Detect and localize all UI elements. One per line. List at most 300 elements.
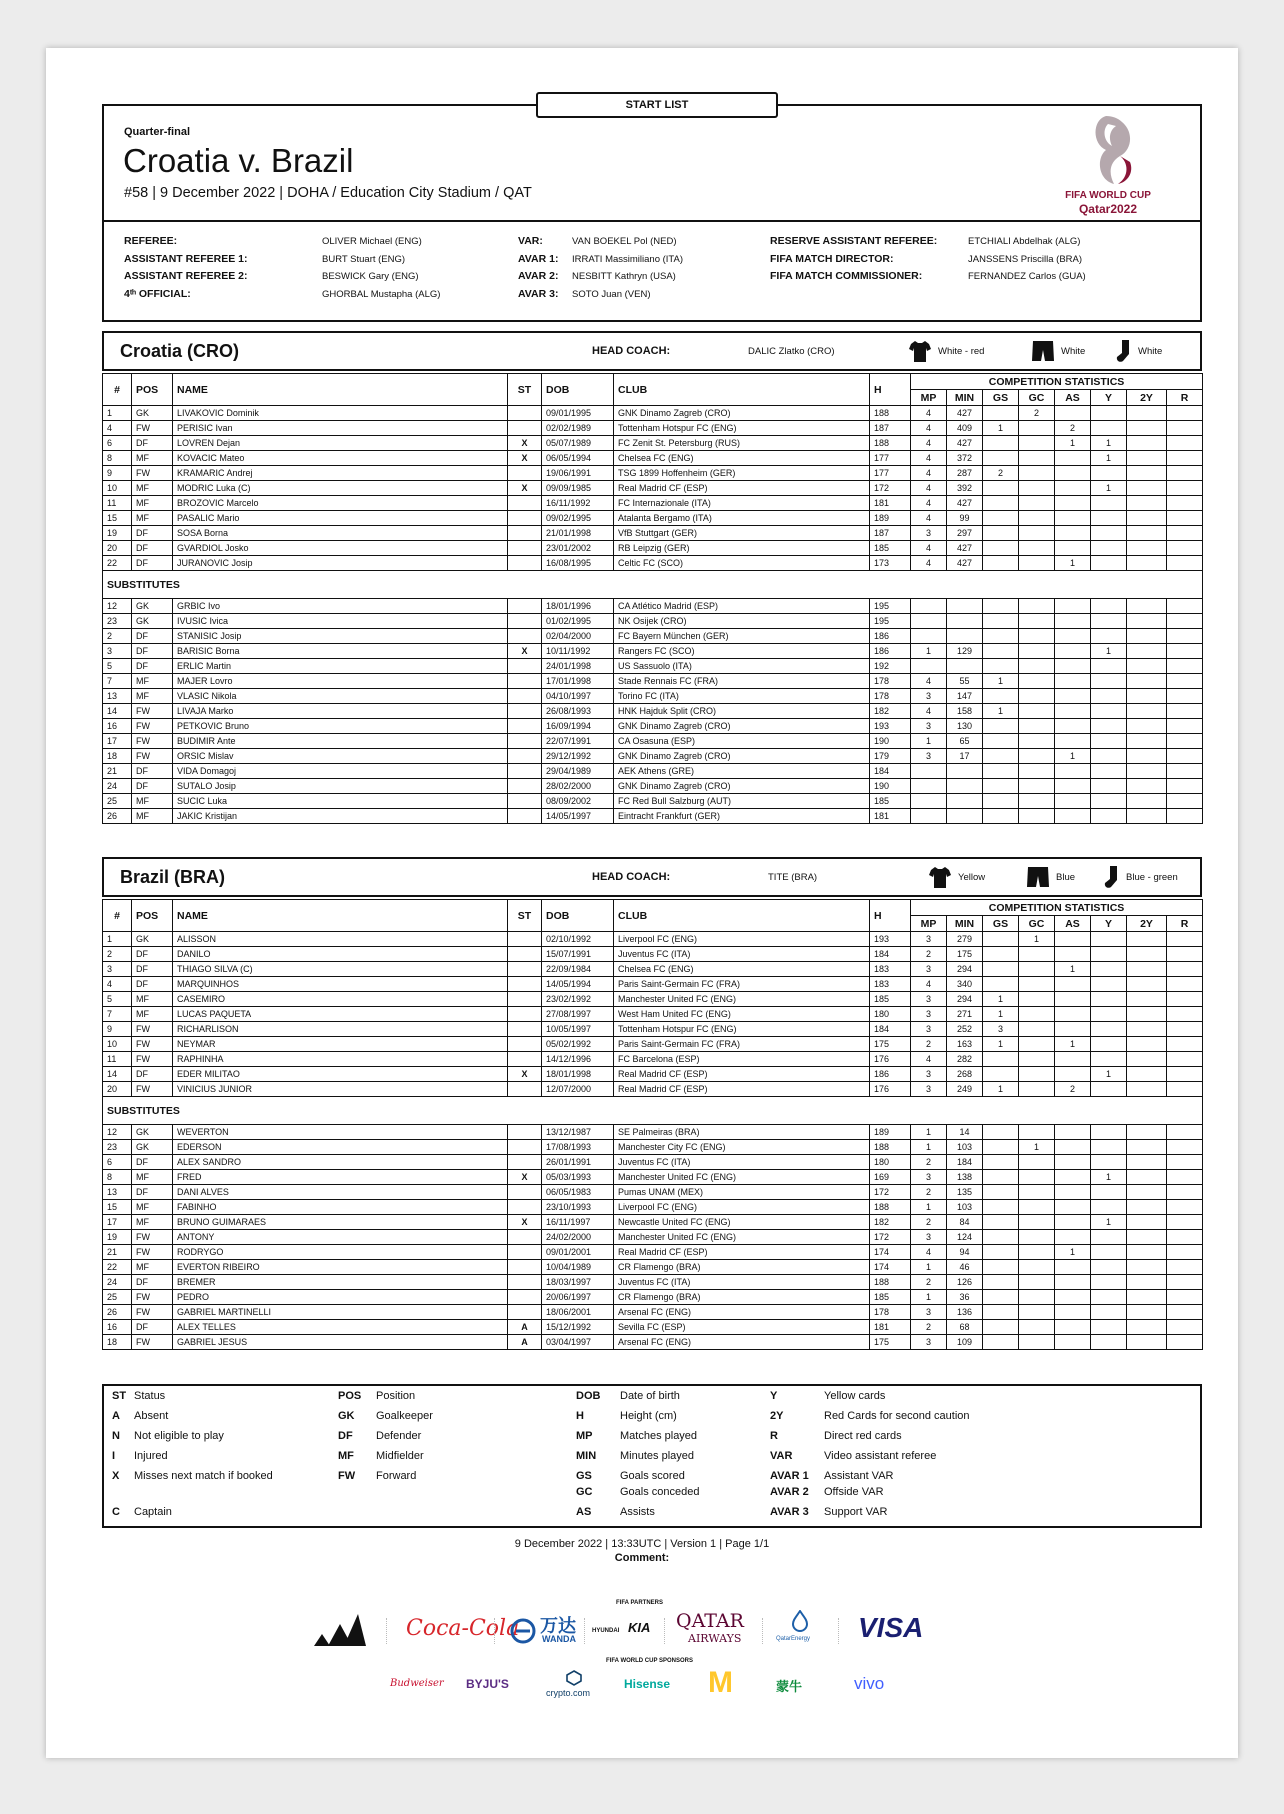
stat-gc [1019, 1082, 1055, 1097]
stat-as: 1 [1055, 1245, 1091, 1260]
stat-as: 1 [1055, 436, 1091, 451]
stat-r [1167, 481, 1203, 496]
team-name-cro: Croatia (CRO) [120, 341, 240, 361]
player-status [508, 734, 542, 749]
stat-as [1055, 1007, 1091, 1022]
player-club: Atalanta Bergamo (ITA) [614, 511, 870, 526]
legend-value: Absent [134, 1410, 169, 1422]
player-status [508, 1140, 542, 1155]
player-height: 172 [870, 1185, 911, 1200]
player-club: Rangers FC (SCO) [614, 644, 870, 659]
sock-icon [1102, 865, 1120, 894]
stat-mp: 3 [911, 1335, 947, 1350]
player-status [508, 749, 542, 764]
stat-gs [983, 1200, 1019, 1215]
stat-min [947, 599, 983, 614]
legend-key: C [112, 1506, 120, 1518]
player-height: 169 [870, 1170, 911, 1185]
player-name: KOVACIC Mateo [173, 451, 508, 466]
official-label: ASSISTANT REFEREE 1: [124, 252, 248, 265]
player-name: BUDIMIR Ante [173, 734, 508, 749]
player-position: FW [132, 1022, 173, 1037]
stat-min: 158 [947, 704, 983, 719]
player-club: GNK Dinamo Zagreb (CRO) [614, 749, 870, 764]
player-name: DANI ALVES [173, 1185, 508, 1200]
column-header-dob: DOB [542, 900, 614, 932]
stat-r [1167, 1335, 1203, 1350]
player-number: 20 [103, 541, 132, 556]
stat-gc [1019, 794, 1055, 809]
stat-y [1091, 1125, 1127, 1140]
player-name: RODRYGO [173, 1245, 508, 1260]
stat-min: 252 [947, 1022, 983, 1037]
stat-min: 138 [947, 1170, 983, 1185]
stat-y [1091, 1007, 1127, 1022]
player-number: 1 [103, 932, 132, 947]
player-club: Torino FC (ITA) [614, 689, 870, 704]
official-name: NESBITT Kathryn (USA) [572, 271, 676, 282]
player-position: MF [132, 511, 173, 526]
stat-gs [983, 556, 1019, 571]
player-height: 182 [870, 1215, 911, 1230]
player-name: BREMER [173, 1275, 508, 1290]
column-header-num: # [103, 374, 132, 406]
player-height: 190 [870, 779, 911, 794]
stat-min [947, 809, 983, 824]
stat-min: 99 [947, 511, 983, 526]
stat-r [1167, 1022, 1203, 1037]
stat-as [1055, 599, 1091, 614]
column-header-name: NAME [173, 900, 508, 932]
legend-key: MF [338, 1450, 354, 1462]
stat-gs [983, 932, 1019, 947]
player-name: LUCAS PAQUETA [173, 1007, 508, 1022]
shorts-icon [1031, 340, 1055, 367]
stat-min: 135 [947, 1185, 983, 1200]
stat-2y [1127, 932, 1167, 947]
stat-y [1091, 749, 1127, 764]
player-name: PEDRO [173, 1290, 508, 1305]
stat-y [1091, 1305, 1127, 1320]
official-name: IRRATI Massimiliano (ITA) [572, 253, 684, 265]
stat-2y [1127, 1140, 1167, 1155]
stat-gc [1019, 1215, 1055, 1230]
stat-mp: 4 [911, 541, 947, 556]
stat-y [1091, 764, 1127, 779]
legend-value: Injured [134, 1450, 168, 1462]
player-number: 22 [103, 556, 132, 571]
column-header-competition-statistics: COMPETITION STATISTICS [911, 374, 1203, 390]
player-number: 15 [103, 1200, 132, 1215]
player-status [508, 511, 542, 526]
player-row [103, 526, 1203, 541]
player-number: 14 [103, 704, 132, 719]
player-dob: 18/06/2001 [542, 1305, 614, 1320]
stat-y: 1 [1091, 1067, 1127, 1082]
player-position: MF [132, 992, 173, 1007]
stat-2y [1127, 809, 1167, 824]
substitutes-heading: SUBSTITUTES [103, 1097, 1203, 1125]
player-club: VfB Stuttgart (GER) [614, 526, 870, 541]
player-status [508, 556, 542, 571]
stat-gc [1019, 1290, 1055, 1305]
player-position: DF [132, 1155, 173, 1170]
player-dob: 28/02/2000 [542, 779, 614, 794]
player-position: DF [132, 779, 173, 794]
stat-y [1091, 809, 1127, 824]
player-club: TSG 1899 Hoffenheim (GER) [614, 466, 870, 481]
player-name: NEYMAR [173, 1037, 508, 1052]
player-dob: 22/07/1991 [542, 734, 614, 749]
match-title: Croatia v. Brazil [123, 142, 354, 179]
player-row [103, 689, 1203, 704]
stat-as [1055, 1290, 1091, 1305]
stat-2y [1127, 719, 1167, 734]
stat-mp: 2 [911, 1215, 947, 1230]
stat-2y [1127, 421, 1167, 436]
stat-gc [1019, 1245, 1055, 1260]
player-club: US Sassuolo (ITA) [614, 659, 870, 674]
player-status: X [508, 1170, 542, 1185]
player-club: Real Madrid CF (ESP) [614, 1245, 870, 1260]
stat-2y [1127, 1290, 1167, 1305]
player-dob: 01/02/1995 [542, 614, 614, 629]
stat-min: 129 [947, 644, 983, 659]
player-row [103, 451, 1203, 466]
player-dob: 26/08/1993 [542, 704, 614, 719]
stat-mp: 1 [911, 644, 947, 659]
player-row [103, 674, 1203, 689]
player-row [103, 1230, 1203, 1245]
world-cup-logo [1062, 110, 1172, 218]
player-dob: 14/05/1994 [542, 977, 614, 992]
player-number: 11 [103, 496, 132, 511]
stat-as [1055, 704, 1091, 719]
legend-value: Goals conceded [620, 1486, 700, 1498]
stat-y [1091, 794, 1127, 809]
player-row [103, 1022, 1203, 1037]
stat-gs: 2 [983, 466, 1019, 481]
stat-2y [1127, 764, 1167, 779]
visa-logo: VISA [858, 1612, 924, 1643]
stat-r [1167, 511, 1203, 526]
stat-y [1091, 1335, 1127, 1350]
stat-min: 392 [947, 481, 983, 496]
stat-mp: 1 [911, 1140, 947, 1155]
stat-gc [1019, 436, 1055, 451]
stat-r [1167, 1125, 1203, 1140]
player-dob: 05/07/1989 [542, 436, 614, 451]
player-club: Celtic FC (SCO) [614, 556, 870, 571]
wanda-en: WANDA [542, 1634, 576, 1644]
stat-y [1091, 614, 1127, 629]
player-dob: 10/11/1992 [542, 644, 614, 659]
stat-mp: 4 [911, 481, 947, 496]
stat-min: 271 [947, 1007, 983, 1022]
player-row [103, 1275, 1203, 1290]
stat-r [1167, 406, 1203, 421]
stat-mp: 4 [911, 1052, 947, 1067]
player-dob: 05/02/1992 [542, 1037, 614, 1052]
player-height: 178 [870, 674, 911, 689]
player-row [103, 992, 1203, 1007]
stat-2y [1127, 674, 1167, 689]
stat-as [1055, 1140, 1091, 1155]
stat-y [1091, 1200, 1127, 1215]
stat-gc [1019, 599, 1055, 614]
legend-key: MP [576, 1430, 593, 1442]
stat-y [1091, 689, 1127, 704]
player-height: 188 [870, 1140, 911, 1155]
stat-y [1091, 962, 1127, 977]
stat-gs [983, 1260, 1019, 1275]
stat-gc [1019, 451, 1055, 466]
player-name: SOSA Borna [173, 526, 508, 541]
official-label: FIFA MATCH DIRECTOR: [770, 252, 894, 265]
stat-r [1167, 1170, 1203, 1185]
stat-2y [1127, 1320, 1167, 1335]
stat-2y [1127, 644, 1167, 659]
player-dob: 05/03/1993 [542, 1170, 614, 1185]
player-position: FW [132, 466, 173, 481]
stat-min: 282 [947, 1052, 983, 1067]
player-club: CR Flamengo (BRA) [614, 1290, 870, 1305]
player-name: THIAGO SILVA (C) [173, 962, 508, 977]
player-number: 2 [103, 629, 132, 644]
player-number: 21 [103, 1245, 132, 1260]
stat-2y [1127, 1037, 1167, 1052]
legend-key: VAR [770, 1450, 793, 1462]
player-name: RAPHINHA [173, 1052, 508, 1067]
stat-r [1167, 764, 1203, 779]
player-height: 195 [870, 614, 911, 629]
player-status [508, 406, 542, 421]
player-height: 185 [870, 794, 911, 809]
stat-gs [983, 644, 1019, 659]
separator [664, 1618, 666, 1644]
stat-r [1167, 1082, 1203, 1097]
player-status [508, 629, 542, 644]
legend-value: Goals scored [620, 1470, 685, 1482]
player-number: 21 [103, 764, 132, 779]
player-row [103, 1260, 1203, 1275]
stat-mp [911, 809, 947, 824]
player-club: CA Osasuna (ESP) [614, 734, 870, 749]
stat-r [1167, 947, 1203, 962]
stat-2y [1127, 749, 1167, 764]
stat-gs [983, 809, 1019, 824]
stat-gs [983, 689, 1019, 704]
stat-gc [1019, 1170, 1055, 1185]
player-status [508, 1155, 542, 1170]
player-status [508, 421, 542, 436]
start-list-page [46, 48, 1238, 1758]
stat-y [1091, 1155, 1127, 1170]
player-name: ANTONY [173, 1230, 508, 1245]
player-dob: 20/06/1997 [542, 1290, 614, 1305]
legend-value: Red Cards for second caution [824, 1410, 970, 1422]
stat-mp [911, 764, 947, 779]
player-club: Arsenal FC (ENG) [614, 1335, 870, 1350]
stat-gs: 1 [983, 674, 1019, 689]
player-row [103, 1155, 1203, 1170]
stat-r [1167, 749, 1203, 764]
player-height: 190 [870, 734, 911, 749]
player-height: 177 [870, 451, 911, 466]
stat-gc [1019, 556, 1055, 571]
stat-r [1167, 1260, 1203, 1275]
player-position: GK [132, 599, 173, 614]
stat-gc [1019, 1185, 1055, 1200]
substitutes-row [103, 1097, 1203, 1125]
player-row [103, 1067, 1203, 1082]
legend-key: GK [338, 1410, 355, 1422]
stat-gc [1019, 704, 1055, 719]
stat-min: 124 [947, 1230, 983, 1245]
stat-as [1055, 1200, 1091, 1215]
player-height: 185 [870, 541, 911, 556]
official-name: OLIVER Michael (ENG) [322, 236, 422, 247]
stat-mp: 4 [911, 421, 947, 436]
stat-r [1167, 1037, 1203, 1052]
player-name: BRUNO GUIMARAES [173, 1215, 508, 1230]
column-header-mp: MP [911, 916, 947, 932]
column-header-min: MIN [947, 390, 983, 406]
stat-min: 427 [947, 556, 983, 571]
player-row [103, 1052, 1203, 1067]
stat-2y [1127, 541, 1167, 556]
player-number: 13 [103, 1185, 132, 1200]
player-status [508, 1052, 542, 1067]
player-name: BARISIC Borna [173, 644, 508, 659]
player-position: MF [132, 496, 173, 511]
legend-key: X [112, 1470, 120, 1482]
player-height: 173 [870, 556, 911, 571]
player-row [103, 977, 1203, 992]
stat-gs [983, 1170, 1019, 1185]
player-row [103, 1305, 1203, 1320]
stat-2y [1127, 947, 1167, 962]
stat-2y [1127, 1215, 1167, 1230]
player-number: 25 [103, 794, 132, 809]
stat-as [1055, 1067, 1091, 1082]
stat-2y [1127, 466, 1167, 481]
player-dob: 02/04/2000 [542, 629, 614, 644]
player-status [508, 1290, 542, 1305]
player-status [508, 1007, 542, 1022]
separator [762, 1618, 764, 1644]
vivo-logo: vivo [854, 1674, 885, 1693]
stat-2y [1127, 1245, 1167, 1260]
column-header-h: H [870, 900, 911, 932]
player-number: 23 [103, 1140, 132, 1155]
stat-gs [983, 1140, 1019, 1155]
official-name: SOTO Juan (VEN) [572, 288, 651, 300]
player-position: MF [132, 689, 173, 704]
player-dob: 17/08/1993 [542, 1140, 614, 1155]
stat-y [1091, 629, 1127, 644]
legend-value: Yellow cards [824, 1390, 886, 1402]
stat-as [1055, 1275, 1091, 1290]
stat-mp: 4 [911, 704, 947, 719]
stat-as [1055, 1260, 1091, 1275]
player-height: 186 [870, 644, 911, 659]
stat-as: 1 [1055, 1037, 1091, 1052]
stat-min: 427 [947, 406, 983, 421]
stat-r [1167, 962, 1203, 977]
player-row [103, 436, 1203, 451]
qatar-airways-sub: AIRWAYS [688, 1632, 742, 1645]
stat-gs [983, 629, 1019, 644]
official-name: BESWICK Gary (ENG) [322, 271, 419, 282]
player-height: 184 [870, 1022, 911, 1037]
column-header-y: Y [1091, 916, 1127, 932]
player-position: MF [132, 809, 173, 824]
player-number: 11 [103, 1052, 132, 1067]
stat-2y [1127, 1260, 1167, 1275]
stat-gc [1019, 1260, 1055, 1275]
stat-as [1055, 614, 1091, 629]
player-club: Arsenal FC (ENG) [614, 1305, 870, 1320]
player-club: GNK Dinamo Zagreb (CRO) [614, 779, 870, 794]
player-name: GABRIEL JESUS [173, 1335, 508, 1350]
player-club: Paris Saint-Germain FC (FRA) [614, 1037, 870, 1052]
stat-min: 427 [947, 496, 983, 511]
stat-mp: 2 [911, 1155, 947, 1170]
stat-y [1091, 932, 1127, 947]
player-status [508, 599, 542, 614]
stat-as [1055, 809, 1091, 824]
sponsors-label: FIFA WORLD CUP SPONSORS [606, 1658, 694, 1664]
stat-min: 287 [947, 466, 983, 481]
legend-key: I [112, 1450, 116, 1462]
player-position: DF [132, 526, 173, 541]
player-status [508, 779, 542, 794]
head-coach-label-cro: HEAD COACH: [592, 345, 671, 357]
player-club: Real Madrid CF (ESP) [614, 1082, 870, 1097]
player-position: FW [132, 1335, 173, 1350]
player-name: RICHARLISON [173, 1022, 508, 1037]
legend-key: ST [112, 1390, 127, 1402]
stat-y [1091, 674, 1127, 689]
qatarenergy-text: QatarEnergy [776, 1636, 811, 1642]
player-dob: 27/08/1997 [542, 1007, 614, 1022]
player-height: 185 [870, 1290, 911, 1305]
player-club: FC Zenit St. Petersburg (RUS) [614, 436, 870, 451]
team-header-cro [102, 331, 1202, 371]
stat-gc [1019, 1125, 1055, 1140]
official-name: FERNANDEZ Carlos (GUA) [968, 271, 1086, 282]
player-row [103, 1007, 1203, 1022]
player-dob: 04/10/1997 [542, 689, 614, 704]
player-status [508, 962, 542, 977]
stat-mp: 3 [911, 1305, 947, 1320]
stat-gc [1019, 541, 1055, 556]
player-status [508, 704, 542, 719]
player-number: 7 [103, 674, 132, 689]
stat-2y [1127, 1007, 1167, 1022]
team-header-bra [102, 857, 1202, 897]
column-header-name: NAME [173, 374, 508, 406]
player-status [508, 466, 542, 481]
player-height: 184 [870, 764, 911, 779]
player-position: DF [132, 1185, 173, 1200]
player-club: Manchester United FC (ENG) [614, 1230, 870, 1245]
stat-gc [1019, 1275, 1055, 1290]
stat-r [1167, 1230, 1203, 1245]
stat-gs [983, 511, 1019, 526]
player-dob: 18/01/1996 [542, 599, 614, 614]
